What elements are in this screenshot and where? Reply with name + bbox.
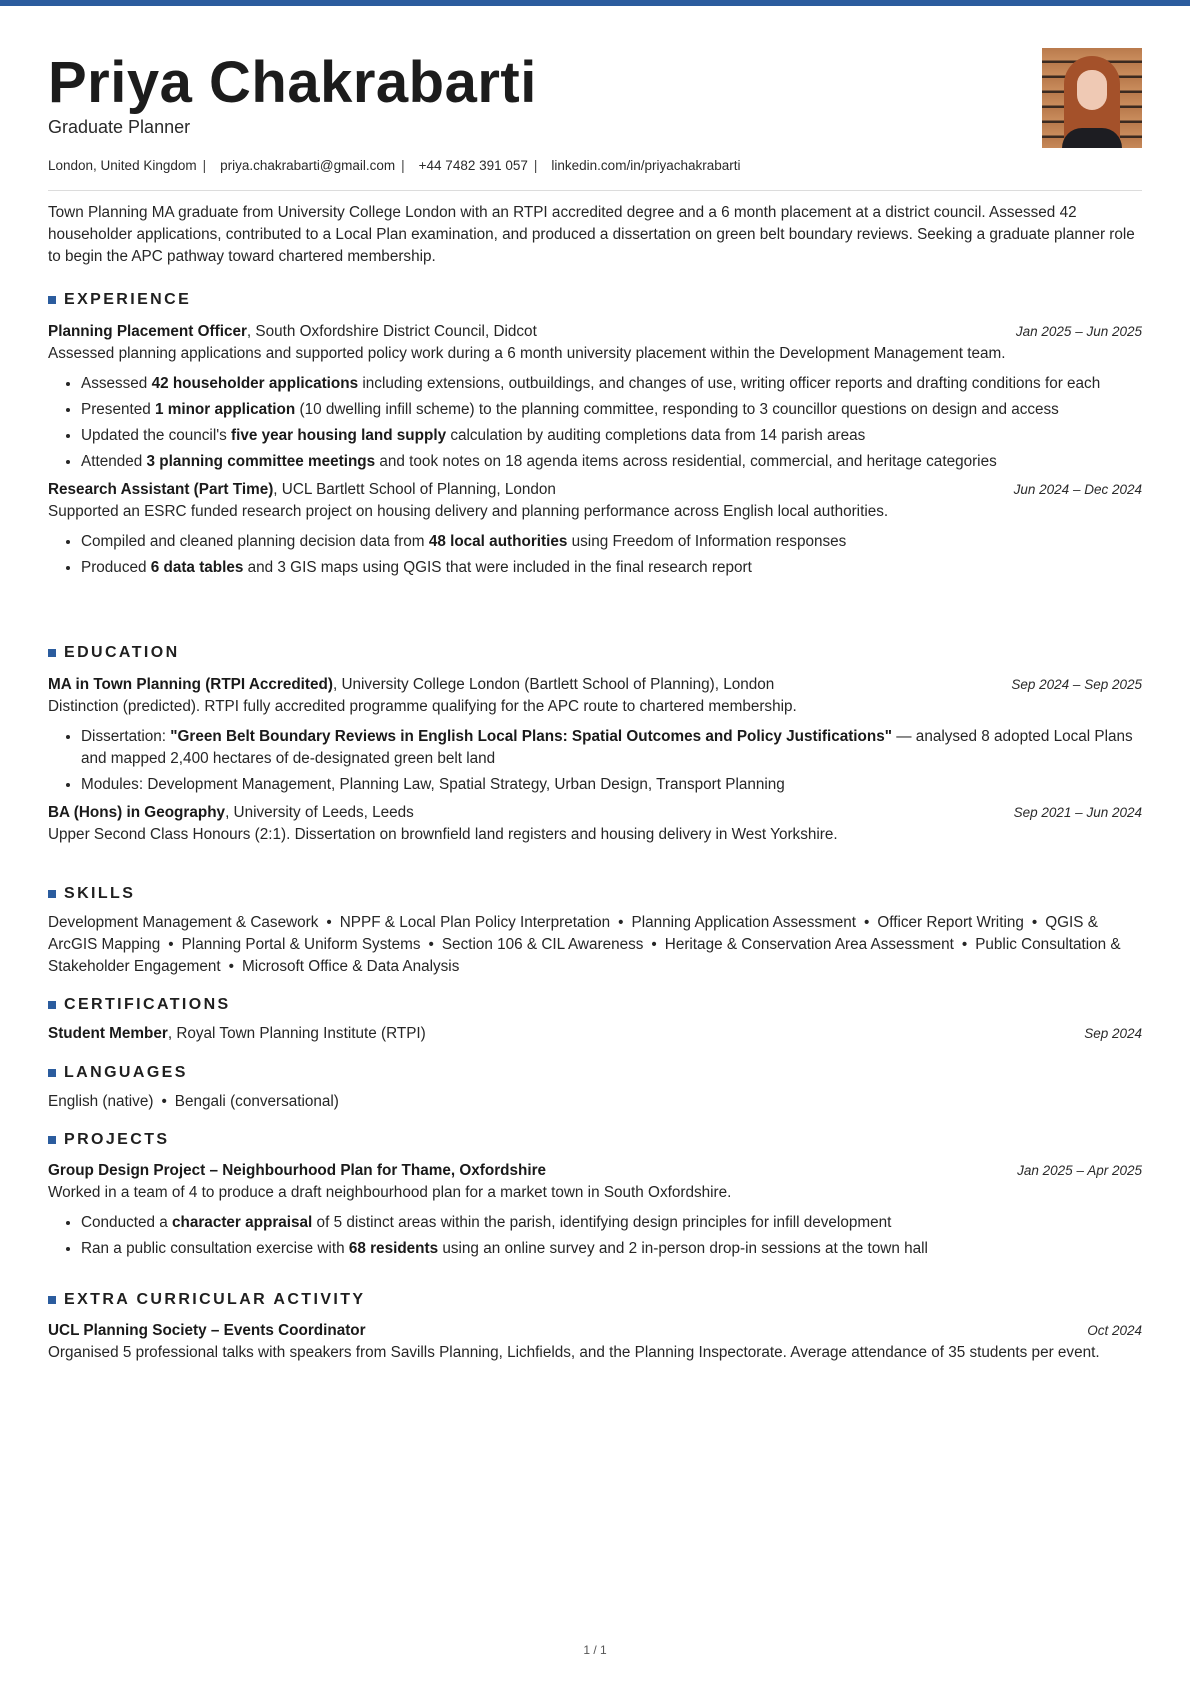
cert-title: Student Member xyxy=(48,1025,168,1042)
skill-item: NPPF & Local Plan Policy Interpretation xyxy=(339,914,611,931)
experience-entry xyxy=(48,479,1142,579)
bullet-item: • Modules: Development Management, Planning Law, Spatial Strategy, Urban Design, Transport Planning xyxy=(81,774,1142,796)
separator: • xyxy=(618,914,624,931)
separator: • xyxy=(428,936,434,953)
profile-photo xyxy=(1042,48,1142,148)
section-projects xyxy=(48,1130,1142,1264)
entry-description: Supported an ESRC funded research project on housing delivery and planning performance across English local authorities. xyxy=(48,503,889,520)
section-heading: PROJECTS xyxy=(48,1130,1142,1150)
contact-phone[interactable]: +44 7482 391 057 xyxy=(418,158,528,173)
separator: • xyxy=(161,1093,167,1110)
summary-paragraph: Town Planning MA graduate from University College London with an RTPI accredited degree and a 6 month placement at a district council. Assessed 42 householder applications, contributed to a Local Plan examination, and produced a dissertation on green belt boundary reviews. Seeking a graduate planner role to begin the APC pathway toward chartered membership. xyxy=(48,204,1135,265)
separator: • xyxy=(326,914,332,931)
entry-org: , UCL Bartlett School of Planning, London xyxy=(273,481,556,498)
experience-entry xyxy=(48,321,1142,473)
photo-body xyxy=(1062,128,1122,148)
entry-bullets xyxy=(48,531,1142,579)
skill-item: Planning Application Assessment xyxy=(631,914,856,931)
section-heading: SKILLS xyxy=(48,884,1142,904)
contact-email[interactable]: priya.chakrabarti@gmail.com xyxy=(220,158,396,173)
entry-date: Sep 2024 – Sep 2025 xyxy=(1011,677,1142,692)
photo-face xyxy=(1077,70,1107,110)
skill-item: Development Management & Casework xyxy=(48,914,319,931)
separator: • xyxy=(228,958,234,975)
separator: • xyxy=(864,914,870,931)
education-entry xyxy=(48,674,1142,796)
skill-item: Officer Report Writing xyxy=(877,914,1024,931)
skill-item: Planning Portal & Uniform Systems xyxy=(181,936,421,953)
separator: • xyxy=(961,936,968,953)
header-divider xyxy=(48,190,1142,191)
entry-date: Jun 2024 – Dec 2024 xyxy=(1013,482,1142,497)
section-certifications xyxy=(48,995,1142,1045)
project-entry xyxy=(48,1160,1142,1260)
candidate-name: Priya Chakrabarti xyxy=(48,50,537,115)
entry-degree: MA in Town Planning (RTPI Accredited) xyxy=(48,676,333,693)
language-item: English (native) xyxy=(48,1093,154,1110)
section-marker-icon xyxy=(48,1136,56,1144)
entry-bullets xyxy=(48,1212,1142,1260)
contact-location: London, United Kingdom xyxy=(48,158,197,173)
section-education xyxy=(48,643,1142,846)
section-marker-icon xyxy=(48,649,56,657)
section-marker-icon xyxy=(48,1001,56,1009)
separator: • xyxy=(651,936,657,953)
language-item: Bengali (conversational) xyxy=(174,1093,339,1110)
entry-header xyxy=(48,1160,1142,1182)
education-entry xyxy=(48,802,1142,846)
separator: • xyxy=(168,936,174,953)
entry-description: Distinction (predicted). RTPI fully accredited programme qualifying for the APC route to chartered membership. xyxy=(48,698,797,715)
entry-header xyxy=(48,674,1142,696)
entry-description: Worked in a team of 4 to produce a draft neighbourhood plan for a market town in South Oxfordshire. xyxy=(48,1184,732,1201)
section-heading: CERTIFICATIONS xyxy=(48,995,1142,1015)
section-experience xyxy=(48,290,1142,583)
bullet-item: • Assessed 42 householder applications including extensions, outbuildings, and changes of use, writing officer reports and drafting conditions for each xyxy=(81,373,1142,395)
entry-degree: BA (Hons) in Geography xyxy=(48,804,226,821)
section-languages xyxy=(48,1063,1142,1113)
activity-title: UCL Planning Society – Events Coordinator xyxy=(48,1322,366,1339)
section-marker-icon xyxy=(48,1069,56,1077)
separator: | xyxy=(202,158,207,173)
project-title: Group Design Project – Neighbourhood Plan for Thame, Oxfordshire xyxy=(48,1162,547,1179)
certification-entry xyxy=(48,1023,1142,1045)
contact-linkedin[interactable]: linkedin.com/in/priyachakrabarti xyxy=(551,158,741,173)
entry-header xyxy=(48,802,1142,824)
entry-bullets xyxy=(48,373,1142,473)
cert-org: , Royal Town Planning Institute (RTPI) xyxy=(167,1025,426,1042)
entry-date: Jan 2025 – Jun 2025 xyxy=(1015,324,1142,339)
entry-date: Sep 2021 – Jun 2024 xyxy=(1013,805,1142,820)
bullet-item: • Compiled and cleaned planning decision data from 48 local authorities using Freedom of Information responses xyxy=(81,531,1142,553)
skills-list xyxy=(48,912,1142,978)
entry-date: Sep 2024 xyxy=(1084,1026,1142,1041)
contact-line xyxy=(48,158,741,173)
entry-bullets xyxy=(48,726,1142,796)
entry-description: Assessed planning applications and supported policy work during a 6 month university placement within the Development Management team. xyxy=(48,345,1006,362)
skill-item: Microsoft Office & Data Analysis xyxy=(242,958,460,975)
entry-org: , South Oxfordshire District Council, Didcot xyxy=(246,323,537,340)
skill-item: Public Consultation & Stakeholder Engagement xyxy=(48,936,1121,975)
section-heading: EDUCATION xyxy=(48,643,1142,663)
entry-description: Organised 5 professional talks with speakers from Savills Planning, Lichfields, and the Planning Inspectorate. Average attendance of 35 students per event. xyxy=(48,1344,1100,1361)
bullet-item: • Dissertation: "Green Belt Boundary Reviews in English Local Plans: Spatial Outcomes and Policy Justifications" — analysed 8 adopted Local Plans and mapped 2,400 hectares of de-designated green belt land xyxy=(81,726,1142,770)
entry-date: Jan 2025 – Apr 2025 xyxy=(1017,1163,1142,1178)
section-marker-icon xyxy=(48,1296,56,1304)
entry-header xyxy=(48,1320,1142,1342)
separator: | xyxy=(401,158,405,173)
bullet-item: • Produced 6 data tables and 3 GIS maps using QGIS that were included in the final research report xyxy=(81,557,1142,579)
skill-item: Heritage & Conservation Area Assessment xyxy=(664,936,954,953)
accent-top-bar xyxy=(0,0,1190,6)
section-heading: LANGUAGES xyxy=(48,1063,1142,1083)
section-extracurricular xyxy=(48,1290,1142,1364)
section-heading: EXTRA CURRICULAR ACTIVITY xyxy=(48,1290,1142,1310)
entry-org: , University College London (Bartlett School of Planning), London xyxy=(332,676,775,693)
page-number: 1 / 1 xyxy=(583,1643,607,1657)
bullet-item: • Updated the council's five year housing land supply calculation by auditing completions data from 14 parish areas xyxy=(81,425,1142,447)
section-heading: EXPERIENCE xyxy=(48,290,1142,310)
section-skills xyxy=(48,884,1142,978)
entry-org: , University of Leeds, Leeds xyxy=(225,804,414,821)
entry-header xyxy=(48,479,1142,501)
candidate-title: Graduate Planner xyxy=(48,117,191,137)
entry-role: Research Assistant (Part Time) xyxy=(48,481,274,498)
separator: | xyxy=(533,158,538,173)
entry-date: Oct 2024 xyxy=(1087,1323,1142,1338)
activity-entry xyxy=(48,1320,1142,1364)
bullet-item: • Attended 3 planning committee meetings and took notes on 18 agenda items across residential, commercial, and heritage categories xyxy=(81,451,1142,473)
bullet-item: • Presented 1 minor application (10 dwelling infill scheme) to the planning committee, responding to 3 councillor questions on design and access xyxy=(81,399,1142,421)
entry-description: Upper Second Class Honours (2:1). Dissertation on brownfield land registers and housing delivery in West Yorkshire. xyxy=(48,826,838,843)
section-marker-icon xyxy=(48,296,56,304)
separator: • xyxy=(1031,914,1038,931)
bullet-item: • Ran a public consultation exercise with 68 residents using an online survey and 2 in-person drop-in sessions at the town hall xyxy=(81,1238,1142,1260)
entry-role: Planning Placement Officer xyxy=(48,323,247,340)
bullet-item: • Conducted a character appraisal of 5 distinct areas within the parish, identifying design principles for infill development xyxy=(81,1212,1142,1234)
skill-item: QGIS & ArcGIS Mapping xyxy=(48,914,1098,953)
entry-header xyxy=(48,321,1142,343)
section-marker-icon xyxy=(48,890,56,898)
skill-item: Section 106 & CIL Awareness xyxy=(441,936,644,953)
languages-list xyxy=(48,1091,1142,1113)
